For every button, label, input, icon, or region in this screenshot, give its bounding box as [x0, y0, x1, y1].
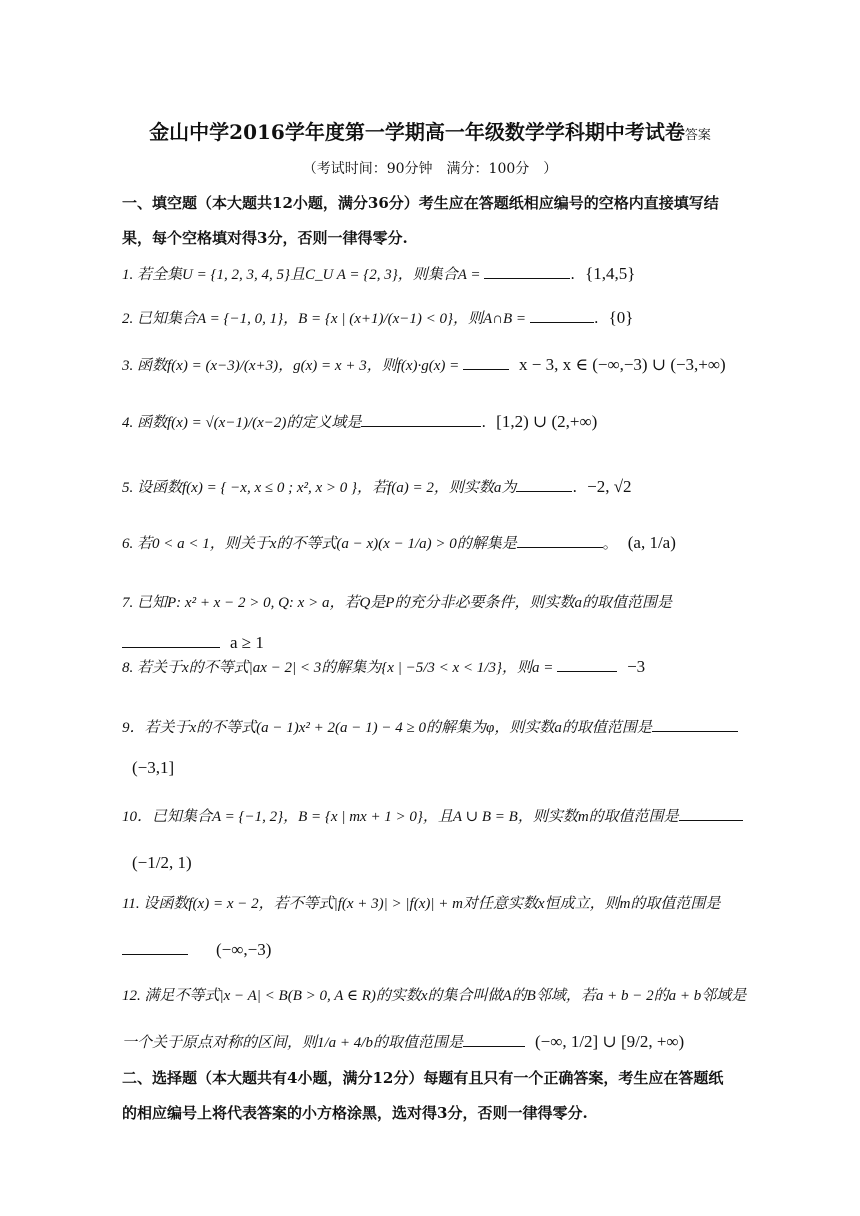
question-text: 1. 若全集U = {1, 2, 3, 4, 5}且C_U A = {2, 3}，则集合A = — [122, 267, 485, 283]
section2-heading-line1: 二、选择题（本大题共有4小题，满分12分）每题有且只有一个正确答案，考生应在答题纸 — [122, 1069, 724, 1087]
question-text: 5. 设函数f(x) = { −x, x ≤ 0 ; x², x > 0 }，若f(a) = 2，则实数a为 — [122, 480, 517, 496]
answer-blank — [517, 533, 603, 548]
answer-blank — [557, 657, 617, 672]
question-12 — [122, 972, 750, 1066]
title-suffix: 答案 — [684, 128, 711, 143]
answer-blank — [484, 264, 570, 279]
question-text: 6. 若0 < a < 1，则关于x的不等式(a − x)(x − 1/a) > 0的解集是 — [122, 536, 517, 552]
answer-blank — [652, 717, 738, 732]
question-text: 2. 已知集合A = {−1, 0, 1}，B = {x | (x+1)/(x−1) < 0}，则A∩B = — [122, 311, 530, 327]
answer-blank — [463, 355, 509, 370]
question-9 — [122, 707, 750, 788]
answer: (−3,1] — [132, 758, 175, 777]
answer-blank — [463, 1032, 525, 1047]
answer: −3 — [627, 657, 646, 676]
question-3 — [122, 355, 750, 376]
section1-heading-line1: 一、填空题（本大题共12小题，满分36分）考生应在答题纸相应编号的空格内直接填写结 — [122, 194, 719, 212]
answer-blank — [122, 633, 220, 648]
question-11 — [122, 880, 750, 973]
question-text: 7. 已知P: x² + x − 2 > 0, Q: x > a，若Q是P的充分非必要条件，则实数a的取值范围是 — [122, 595, 672, 611]
exam-info: （考试时间：90分钟 满分：100分 ） — [302, 161, 558, 177]
question-text: 9．若关于x的不等式(a − 1)x² + 2(a − 1) − 4 ≥ 0的解集为φ，则实数a的取值范围是 — [122, 720, 652, 736]
answer: x − 3, x ∈ (−∞,−3) ∪ (−3,+∞) — [519, 355, 726, 374]
answer: {1,4,5} — [585, 264, 636, 283]
question-text: 4. 函数f(x) = √(x−1)/(x−2)的定义域是 — [122, 415, 362, 431]
title-main: 金山中学2016学年度第一学期高一年级数学学科期中考试卷 — [149, 120, 685, 144]
question-1: 1. 若全集U = {1, 2, 3, 4, 5}且C_U A = {2, 3}，则集合A = . {1,4,5} — [122, 264, 636, 283]
answer: [1,2) ∪ (2,+∞) — [496, 412, 598, 431]
question-6: 6. 若0 < a < 1，则关于x的不等式(a − x)(x − 1/a) > 0的解集是 。 (a, 1/a) — [122, 533, 676, 552]
question-4: 4. 函数f(x) = √(x−1)/(x−2)的定义域是 . [1,2) ∪ (2,+∞) — [122, 412, 598, 431]
answer: {0} — [608, 308, 634, 327]
answer-blank — [679, 806, 743, 821]
answer: (a, 1/a) — [627, 533, 676, 552]
answer-blank — [530, 308, 594, 323]
question-text: 11. 设函数f(x) = x − 2，若不等式|f(x + 3)| > |f(x)| + m对任意实数x恒成立，则m的取值范围是 — [122, 896, 721, 912]
answer-blank — [516, 477, 572, 492]
answer: (−∞,−3) — [216, 940, 272, 959]
question-5: 5. 设函数f(x) = { −x, x ≤ 0 ; x², x > 0 }，若f(a) = 2，则实数a为 . −2, √2 — [122, 477, 632, 496]
answer: (−1/2, 1) — [132, 853, 192, 872]
question-text: 12. 满足不等式|x − A| < B(B > 0, A ∈ R)的实数x的集合叫做A的B邻域，若a + b − 2的a + b邻域是一个关于原点对称的区间，则1/a + 4/b的取值范围是 — [122, 988, 747, 1051]
answer: (−∞, 1/2] ∪ [9/2, +∞) — [534, 1032, 685, 1051]
question-8 — [122, 657, 750, 678]
answer: −2, √2 — [587, 477, 632, 496]
section1-heading-line2: 果，每个空格填对得3分，否则一律得零分. — [122, 229, 408, 247]
answer: a ≥ 1 — [230, 633, 264, 652]
question-text: 8. 若关于x的不等式|ax − 2| < 3的解集为{x | −5/3 < x < 1/3}，则a = — [122, 660, 558, 676]
question-text: 3. 函数f(x) = (x−3)/(x+3)，g(x) = x + 3，则f(x)·g(x) = — [122, 358, 464, 374]
question-2: 2. 已知集合A = {−1, 0, 1}，B = {x | (x+1)/(x−1) < 0}，则A∩B = . {0} — [122, 308, 634, 327]
page-title — [0, 116, 860, 145]
question-7 — [122, 582, 750, 663]
answer-blank — [122, 940, 188, 955]
question-10 — [122, 793, 750, 886]
answer-blank — [361, 412, 481, 427]
question-text: 10．已知集合A = {−1, 2}，B = {x | mx + 1 > 0}，且A ∪ B = B，则实数m的取值范围是 — [122, 809, 679, 825]
section2-heading-line2: 的相应编号上将代表答案的小方格涂黑，选对得3分，否则一律得零分. — [122, 1104, 588, 1122]
